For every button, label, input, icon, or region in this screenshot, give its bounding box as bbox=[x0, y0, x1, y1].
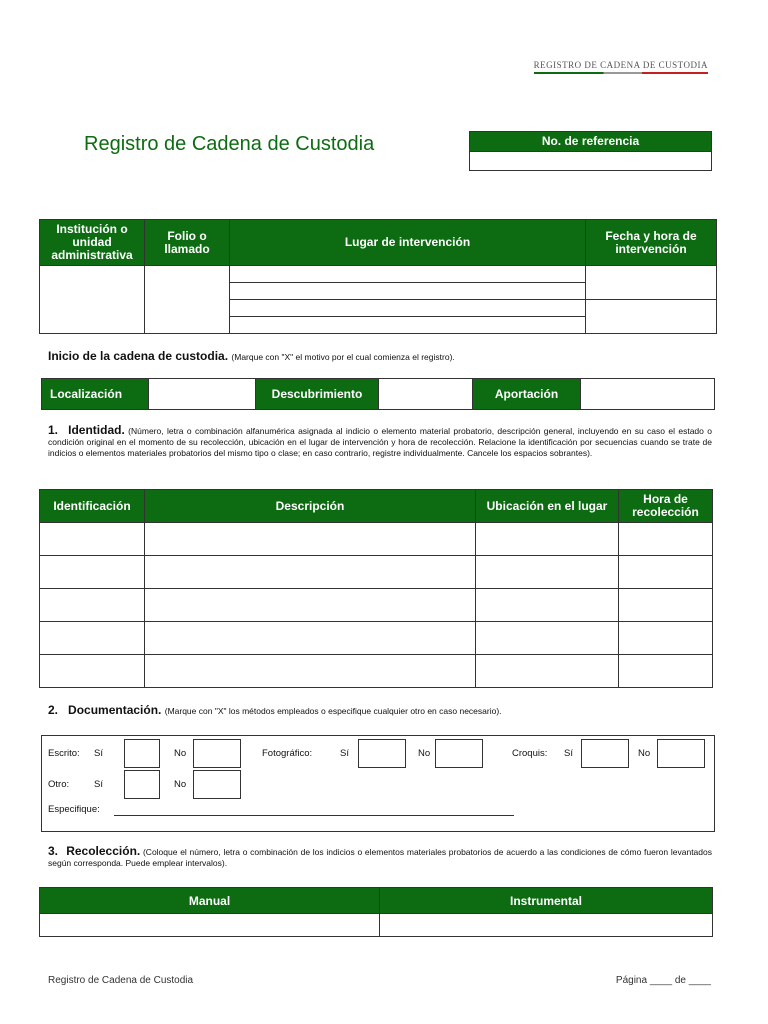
inicio-heading bbox=[48, 349, 455, 363]
option-aportacion: Aportación bbox=[473, 379, 581, 409]
escrito-si-checkbox[interactable] bbox=[124, 739, 160, 768]
col-descripcion: Descripción bbox=[145, 490, 476, 523]
especifique-line[interactable] bbox=[114, 815, 514, 816]
col-manual: Manual bbox=[40, 888, 380, 914]
col-hora: Hora de recolección bbox=[619, 490, 713, 523]
recoleccion-section bbox=[48, 846, 712, 869]
reference-box bbox=[469, 131, 712, 171]
col-instrumental: Instrumental bbox=[380, 888, 713, 914]
cell[interactable] bbox=[40, 622, 145, 655]
escrito-no-checkbox[interactable] bbox=[193, 739, 241, 768]
escrito-no-label: No bbox=[174, 748, 187, 759]
cell[interactable] bbox=[145, 589, 476, 622]
cell[interactable] bbox=[619, 556, 713, 589]
cell[interactable] bbox=[145, 556, 476, 589]
cell[interactable] bbox=[476, 523, 619, 556]
fotografico-no-checkbox[interactable] bbox=[435, 739, 483, 768]
cell[interactable] bbox=[40, 556, 145, 589]
escrito-si-label: Sí bbox=[94, 748, 103, 759]
hora-cell[interactable] bbox=[586, 300, 717, 334]
col-folio: Folio o llamado bbox=[145, 220, 230, 266]
identidad-section bbox=[48, 425, 712, 459]
escrito-label: Escrito: bbox=[48, 748, 80, 759]
identidad-paragraph bbox=[48, 425, 712, 459]
motivo-row bbox=[41, 378, 715, 410]
table-row bbox=[40, 655, 713, 688]
brand-color-bar bbox=[534, 72, 708, 74]
col-institucion: Institución o unidad administrativa bbox=[40, 220, 145, 266]
recoleccion-title: Recolección. bbox=[66, 844, 141, 858]
identidad-text: (Número, letra o combinación alfanumérica asignada al indicio o elemento material probatorio, descripción general, incluyendo en su caso el estado o condición original en el momento de su recolección, ubicación en el lugar de intervención y hora de recolección. Relacione la identificación por secuencias cuando se trate de indicios o elementos materiales probatorios del mismo tipo o clase; en caso contrario, registre individualmente. Cancele los espacios sobrantes). bbox=[48, 426, 712, 458]
footer-page: Página ____ de ____ bbox=[615, 975, 711, 986]
fotografico-si-checkbox[interactable] bbox=[358, 739, 406, 768]
fecha-cell[interactable] bbox=[586, 266, 717, 300]
documentacion-title: Documentación. bbox=[68, 703, 162, 717]
table-row bbox=[40, 523, 713, 556]
cell[interactable] bbox=[40, 523, 145, 556]
lugar-line-2[interactable] bbox=[230, 283, 586, 300]
col-lugar: Lugar de intervención bbox=[230, 220, 586, 266]
otro-label: Otro: bbox=[48, 779, 70, 790]
otro-si-checkbox[interactable] bbox=[124, 770, 160, 799]
cell[interactable] bbox=[145, 523, 476, 556]
documentacion-heading bbox=[48, 703, 502, 717]
recoleccion-paragraph bbox=[48, 846, 712, 869]
recoleccion-text: (Coloque el número, letra o combinación de los indicios o elementos materiales probatorios de acuerdo a las condiciones de cómo fueron levantados según corresponda. Puede emplear intervalos). bbox=[48, 847, 712, 868]
identidad-table bbox=[39, 489, 713, 688]
col-ubicacion: Ubicación en el lugar bbox=[476, 490, 619, 523]
lugar-line-3[interactable] bbox=[230, 300, 586, 317]
croquis-no-checkbox[interactable] bbox=[657, 739, 705, 768]
croquis-si-checkbox[interactable] bbox=[581, 739, 629, 768]
option-localizacion: Localización bbox=[42, 379, 149, 409]
fotografico-si-label: Sí bbox=[340, 748, 349, 759]
documentacion-box bbox=[41, 735, 715, 832]
cell[interactable] bbox=[145, 655, 476, 688]
checkbox-aportacion[interactable] bbox=[581, 379, 714, 409]
manual-cell[interactable] bbox=[40, 914, 380, 937]
identidad-title: Identidad. bbox=[68, 423, 125, 437]
table-row bbox=[40, 622, 713, 655]
header-brand bbox=[534, 60, 708, 74]
cell[interactable] bbox=[476, 589, 619, 622]
cell[interactable] bbox=[476, 622, 619, 655]
documentacion-note: (Marque con "X" los métodos empleados o especifique cualquier otro en caso necesario). bbox=[164, 706, 502, 716]
cell[interactable] bbox=[145, 622, 476, 655]
footer-title: Registro de Cadena de Custodia bbox=[48, 975, 194, 986]
identidad-number: 1. bbox=[48, 423, 59, 437]
croquis-si-label: Sí bbox=[564, 748, 573, 759]
checkbox-localizacion[interactable] bbox=[149, 379, 256, 409]
inicio-title: Inicio de la cadena de custodia. bbox=[48, 349, 229, 363]
fotografico-no-label: No bbox=[418, 748, 431, 759]
lugar-line-4[interactable] bbox=[230, 317, 586, 334]
checkbox-descubrimiento[interactable] bbox=[379, 379, 473, 409]
table-row bbox=[40, 589, 713, 622]
cell[interactable] bbox=[40, 655, 145, 688]
table-row bbox=[40, 556, 713, 589]
folio-cell[interactable] bbox=[145, 266, 230, 334]
cell[interactable] bbox=[619, 589, 713, 622]
cell[interactable] bbox=[40, 589, 145, 622]
cell[interactable] bbox=[619, 622, 713, 655]
cell[interactable] bbox=[619, 655, 713, 688]
croquis-label: Croquis: bbox=[512, 748, 548, 759]
col-fecha-hora: Fecha y hora de intervención bbox=[586, 220, 717, 266]
cell[interactable] bbox=[476, 655, 619, 688]
col-identificacion: Identificación bbox=[40, 490, 145, 523]
otro-no-label: No bbox=[174, 779, 187, 790]
reference-label: No. de referencia bbox=[469, 131, 712, 152]
reference-field[interactable] bbox=[469, 152, 712, 171]
otro-si-label: Sí bbox=[94, 779, 103, 790]
fotografico-label: Fotográfico: bbox=[262, 748, 313, 759]
otro-no-checkbox[interactable] bbox=[193, 770, 241, 799]
recoleccion-table bbox=[39, 887, 713, 937]
especifique-label: Especifique: bbox=[48, 804, 100, 815]
recoleccion-number: 3. bbox=[48, 844, 59, 858]
lugar-line-1[interactable] bbox=[230, 266, 586, 283]
inicio-note: (Marque con "X" el motivo por el cual comienza el registro). bbox=[231, 352, 455, 362]
documentacion-number: 2. bbox=[48, 703, 59, 717]
intervention-table bbox=[39, 219, 717, 334]
croquis-no-label: No bbox=[638, 748, 651, 759]
instrumental-cell[interactable] bbox=[380, 914, 713, 937]
option-descubrimiento: Descubrimiento bbox=[256, 379, 379, 409]
cell[interactable] bbox=[619, 523, 713, 556]
page-title: Registro de Cadena de Custodia bbox=[84, 133, 375, 155]
cell[interactable] bbox=[476, 556, 619, 589]
institucion-cell[interactable] bbox=[40, 266, 145, 334]
header-brand-text: REGISTRO DE CADENA DE CUSTODIA bbox=[533, 60, 708, 70]
